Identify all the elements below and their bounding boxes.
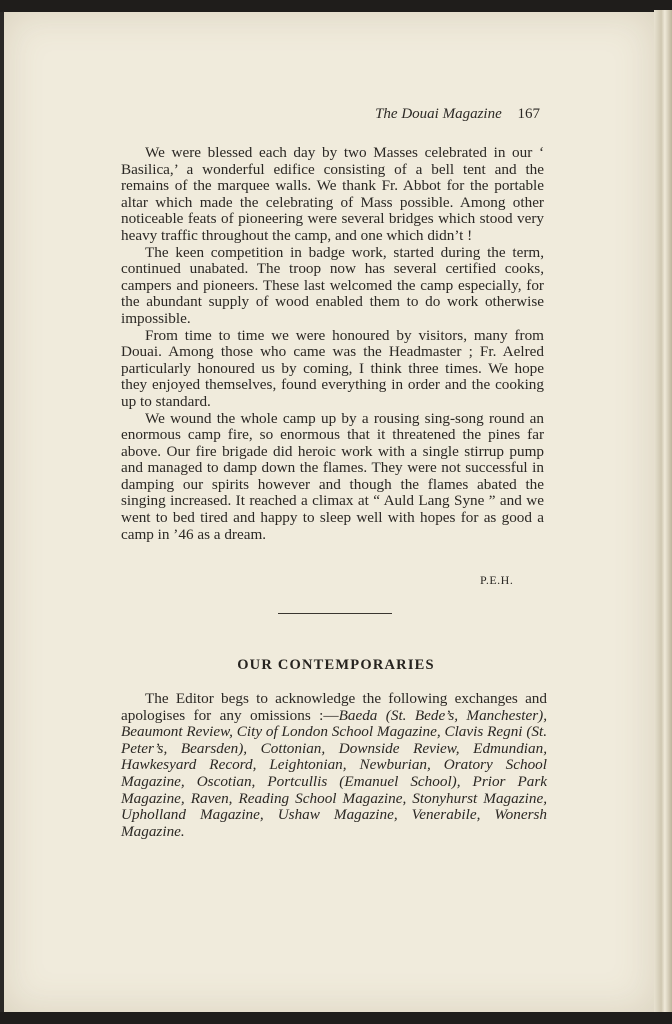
exchange-list: Baeda (St. Bede’s, Manchester), Beaumont Review, City of London School Magazine, Clavis Regni (St. Peter’s, Bearsden), Cottonian, Downside Review, Edmundian, Hawkesyard Record, Leightonian, Newburian, Oratory School Magazine, Oscotian, Portcullis (Emanuel School), Prior Park Magazine, Raven, Reading School Magazine, Stonyhurst Magazine, Upholland Magazine, Ushaw Magazine, Venerabile, Wonersh Magazine. <box>121 706 547 840</box>
article-body <box>121 145 544 543</box>
contemporaries-body <box>121 691 547 840</box>
magazine-title: The Douai Magazine <box>375 106 502 122</box>
paragraph: We wound the whole camp up by a rousing sing-song round an enormous camp fire, so enormous that it threatened the pines far above. Our fire brigade did heroic work with a single stirrup pump and managed to damp down the flames. They were not successful in damping our spirits however and though the flames abated the singing increased. It reached a climax at “ Auld Lang Syne ” and we went to bed tired and happy to sleep well with hopes for as good a camp in ’46 as a dream. <box>121 409 544 543</box>
scan-top-border <box>0 0 672 12</box>
author-signature: P.E.H. <box>480 573 514 587</box>
paragraph: From time to time we were honoured by visitors, many from Douai. Among those who came was the Headmaster ; Fr. Aelred particularly honoured us by coming, I think three times. We hope they enjoyed themselves, found everything in order and the cooking up to standard. <box>121 326 544 410</box>
section-divider <box>278 613 392 614</box>
paragraph: We were blessed each day by two Masses celebrated in our ‘ Basilica,’ a wonderful edifice consisting of a bell tent and the remains of the marquee walls. We thank Fr. Abbot for the portable altar which made the celebrating of Mass possible. Among other noticeable feats of pioneering were several bridges which stood very heavy traffic throughout the camp, and one which didn’t ! <box>121 144 544 244</box>
paragraph <box>121 691 547 840</box>
scan-bottom-border <box>0 1012 672 1024</box>
running-header <box>120 106 540 123</box>
section-heading: OUR CONTEMPORARIES <box>237 657 435 673</box>
page-number: 167 <box>517 106 540 122</box>
page-edge <box>654 10 672 1014</box>
intro-text: The Editor begs to acknowledge the following exchanges and apologises for any omissions :— <box>121 690 547 724</box>
paragraph: The keen competition in badge work, started during the term, continued unabated. The troop now has several certified cooks, campers and pioneers. These last welcomed the camp especially, for the abundant supply of wood enabled them to do work otherwise impossible. <box>121 243 544 327</box>
